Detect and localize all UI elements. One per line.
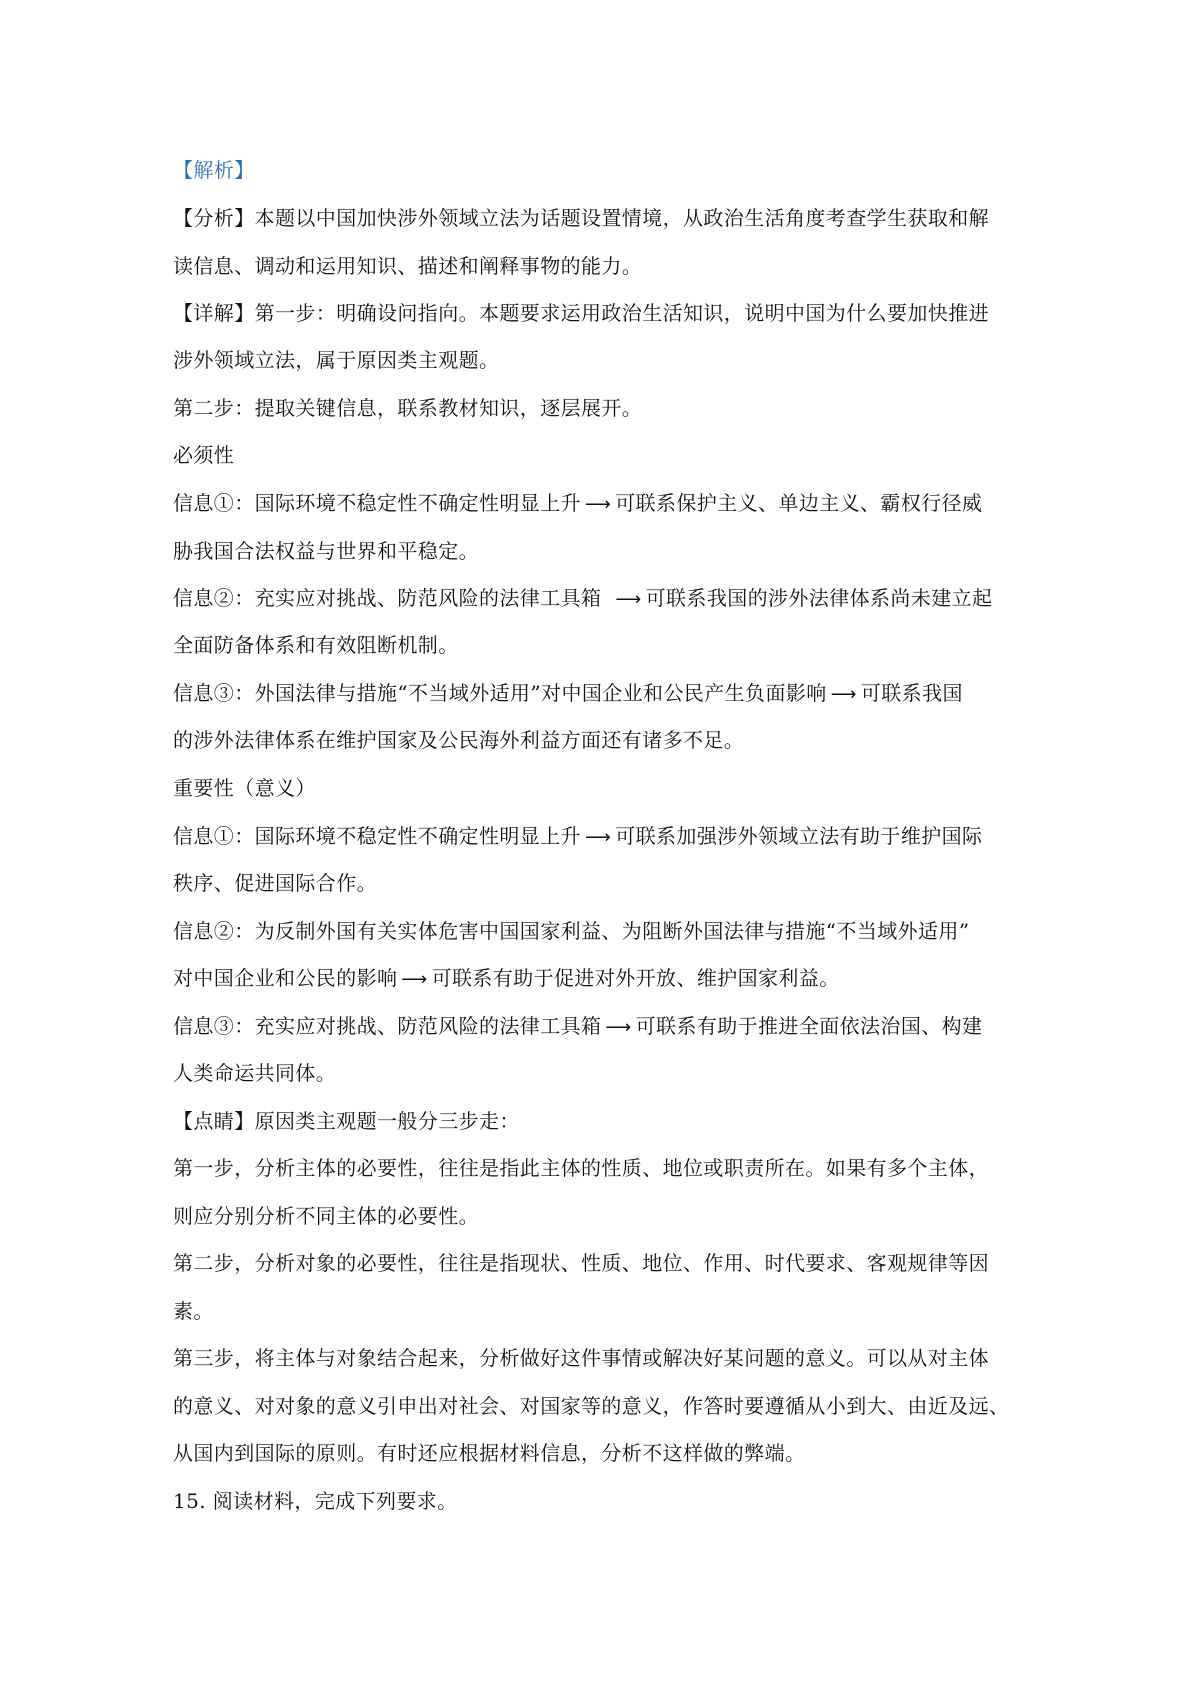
- arrow-icon: ⟶: [585, 494, 612, 515]
- analysis-paragraph-line-1: 【分析】本题以中国加快涉外领域立法为话题设置情境，从政治生活角度考查学生获取和解: [173, 206, 990, 230]
- importance-item-3-line-1: 信息③：充实应对挑战、防范风险的法律工具箱 ⟶ 可联系有助于推进全面依法治国、构建: [173, 1014, 983, 1038]
- necessity-item-3-line-1: 信息③：外国法律与措施“不当域外适用”对中国企业和公民产生负面影响 ⟶ 可联系我国: [173, 681, 963, 705]
- detail-paragraph-line-3: 第二步：提取关键信息，联系教材知识，逐层展开。: [173, 396, 643, 420]
- analysis-heading: 【解析】: [173, 158, 255, 182]
- tip-line-1: 第一步，分析主体的必要性，往往是指此主体的性质、地位或职责所在。如果有多个主体，: [173, 1156, 989, 1180]
- tip-line-3: 第二步，分析对象的必要性，往往是指现状、性质、地位、作用、时代要求、客观规律等因: [173, 1251, 989, 1275]
- necessity-item-1-line-1: 信息①：国际环境不稳定性不确定性明显上升 ⟶ 可联系保护主义、单边主义、霸权行径威: [173, 491, 983, 515]
- necessity-item-2-line-1: 信息②：充实应对挑战、防范风险的法律工具箱 ⟶ 可联系我国的涉外法律体系尚未建立起: [173, 586, 993, 610]
- importance-item-2-line-2: 对中国企业和公民的影响 ⟶ 可联系有助于促进对外开放、维护国家利益。: [173, 966, 840, 990]
- analysis-paragraph-line-2: 读信息、调动和运用知识、描述和阐释事物的能力。: [173, 254, 643, 278]
- next-question: 15. 阅读材料，完成下列要求。: [173, 1489, 458, 1513]
- detail-label: 【详解】: [173, 301, 255, 325]
- necessity-title: 必须性: [173, 443, 235, 467]
- tip-line-7: 从国内到国际的原则。有时还应根据材料信息，分析不这样做的弊端。: [173, 1441, 806, 1465]
- necessity-item-1-line-2: 胁我国合法权益与世界和平稳定。: [173, 539, 479, 563]
- importance-title: 重要性（意义）: [173, 776, 316, 800]
- importance-item-2-line-1: 信息②：为反制外国有关实体危害中国国家利益、为阻断外国法律与措施“不当域外适用”: [173, 919, 970, 943]
- tip-intro: 【点睛】原因类主观题一般分三步走：: [173, 1109, 520, 1133]
- tip-line-6: 的意义、对对象的意义引申出对社会、对国家等的意义，作答时要遵循从小到大、由近及远、: [173, 1394, 1010, 1418]
- arrow-icon: ⟶: [615, 589, 642, 610]
- necessity-item-2-line-2: 全面防备体系和有效阻断机制。: [173, 633, 459, 657]
- necessity-item-3-line-2: 的涉外法律体系在维护国家及公民海外利益方面还有诸多不足。: [173, 728, 745, 752]
- tip-line-5: 第三步，将主体与对象结合起来，分析做好这件事情或解决好某问题的意义。可以从对主体: [173, 1346, 989, 1370]
- tip-label: 【点睛】: [173, 1109, 255, 1133]
- detail-paragraph-line-1: 【详解】第一步：明确设问指向。本题要求运用政治生活知识，说明中国为什么要加快推进: [173, 301, 990, 325]
- arrow-icon: ⟶: [605, 1017, 632, 1038]
- arrow-icon: ⟶: [830, 684, 857, 705]
- analysis-label: 【分析】: [173, 206, 255, 230]
- arrow-icon: ⟶: [585, 827, 612, 848]
- tip-line-2: 则应分别分析不同主体的必要性。: [173, 1204, 479, 1228]
- importance-item-1-line-2: 秩序、促进国际合作。: [173, 871, 377, 895]
- tip-line-4: 素。: [173, 1299, 214, 1323]
- importance-item-3-line-2: 人类命运共同体。: [173, 1061, 337, 1085]
- detail-paragraph-line-2: 涉外领域立法，属于原因类主观题。: [173, 348, 500, 372]
- importance-item-1-line-1: 信息①：国际环境不稳定性不确定性明显上升 ⟶ 可联系加强涉外领域立法有助于维护国际: [173, 824, 983, 848]
- arrow-icon: ⟶: [401, 969, 428, 990]
